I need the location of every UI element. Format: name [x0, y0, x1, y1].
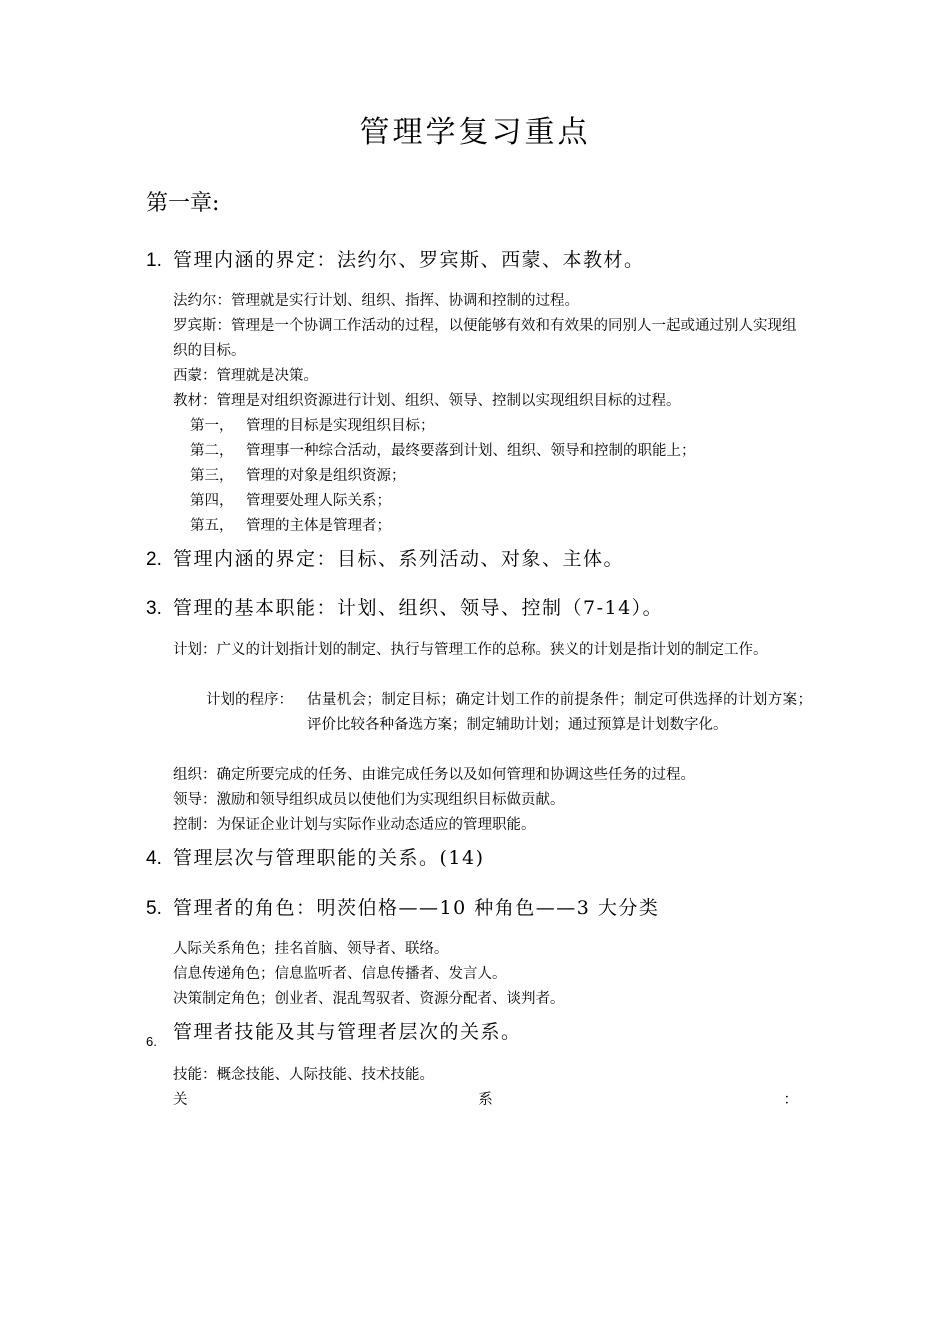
section-heading-5 — [146, 894, 659, 923]
point-item: 第一， 管理的目标是实现组织目标； — [190, 418, 435, 434]
point-item: 第四， 管理要处理人际关系； — [190, 493, 391, 509]
lead-definition: 领导：激励和领导组织成员以使他们为实现组织目标做贡献。 — [173, 792, 565, 808]
textbook-definition: 教材：管理是对组织资源进行计划、组织、领导、控制以实现组织目标的过程。 — [173, 393, 681, 409]
section-title: 管理者的角色：明茨伯格——10 种角色——3 大分类 — [173, 897, 660, 919]
section-heading-1 — [146, 246, 645, 275]
section-number: 2. — [146, 549, 162, 570]
fayol-definition: 法约尔：管理就是实行计划、组织、指挥、协调和控制的过程。 — [173, 293, 579, 309]
section-number: 3. — [146, 598, 162, 619]
relation-line: 关 系 ： — [173, 1092, 798, 1108]
chapter-heading: 第一章: — [146, 191, 220, 216]
section-title: 管理内涵的界定：法约尔、罗宾斯、西蒙、本教材。 — [173, 249, 645, 271]
simon-definition: 西蒙：管理就是决策。 — [173, 368, 318, 384]
section-number: 5. — [146, 898, 162, 919]
section-number: 6. — [146, 1034, 157, 1049]
point-item: 第五， 管理的主体是管理者； — [190, 518, 391, 534]
plan-definition: 计划：广义的计划指计划的制定、执行与管理工作的总称。狭义的计划是指计划的制定工作。 — [173, 642, 768, 658]
section-heading-6 — [146, 1018, 522, 1056]
decisional-roles: 决策制定角色；创业者、混乱驾驭者、资源分配者、谈判者。 — [173, 991, 565, 1007]
section-number: 1. — [146, 250, 162, 271]
section-heading-3 — [146, 594, 663, 623]
section-title: 管理内涵的界定：目标、系列活动、对象、主体。 — [173, 548, 625, 570]
organize-definition: 组织：确定所要完成的任务、由谁完成任务以及如何管理和协调这些任务的过程。 — [173, 767, 695, 783]
plan-procedure-label: 计划的程序： — [206, 692, 293, 708]
interpersonal-roles: 人际关系角色；挂名首脑、领导者、联络。 — [173, 941, 449, 957]
section-title: 管理层次与管理职能的关系。(14) — [173, 847, 485, 869]
section-number: 4. — [146, 848, 162, 869]
point-item: 第三， 管理的对象是组织资源； — [190, 468, 406, 484]
section-heading-2 — [146, 545, 624, 574]
point-item: 第二， 管理事一种综合活动，最终要落到计划、组织、领导和控制的职能上； — [190, 443, 696, 459]
section-title: 管理的基本职能：计划、组织、领导、控制（7-14）。 — [173, 597, 664, 619]
section-title: 管理者技能及其与管理者层次的关系。 — [173, 1021, 522, 1043]
robbins-definition: 罗宾斯：管理是一个协调工作活动的过程，以便能够有效和有效果的同别人一起或通过别人实现组织的目标。 — [173, 318, 797, 359]
plan-procedure-steps: 估量机会；制定目标；确定计划工作的前提条件；制定可供选择的计划方案；评价比较各种备选方案；制定辅助计划；通过预算是计划数字化。 — [307, 692, 812, 733]
section-heading-4 — [146, 844, 485, 873]
skills-list: 技能：概念技能、人际技能、技术技能。 — [173, 1067, 434, 1083]
page-title: 管理学复习重点 — [359, 115, 591, 150]
informational-roles: 信息传递角色；信息监听者、信息传播者、发言人。 — [173, 966, 507, 982]
control-definition: 控制：为保证企业计划与实际作业动态适应的管理职能。 — [173, 817, 536, 833]
